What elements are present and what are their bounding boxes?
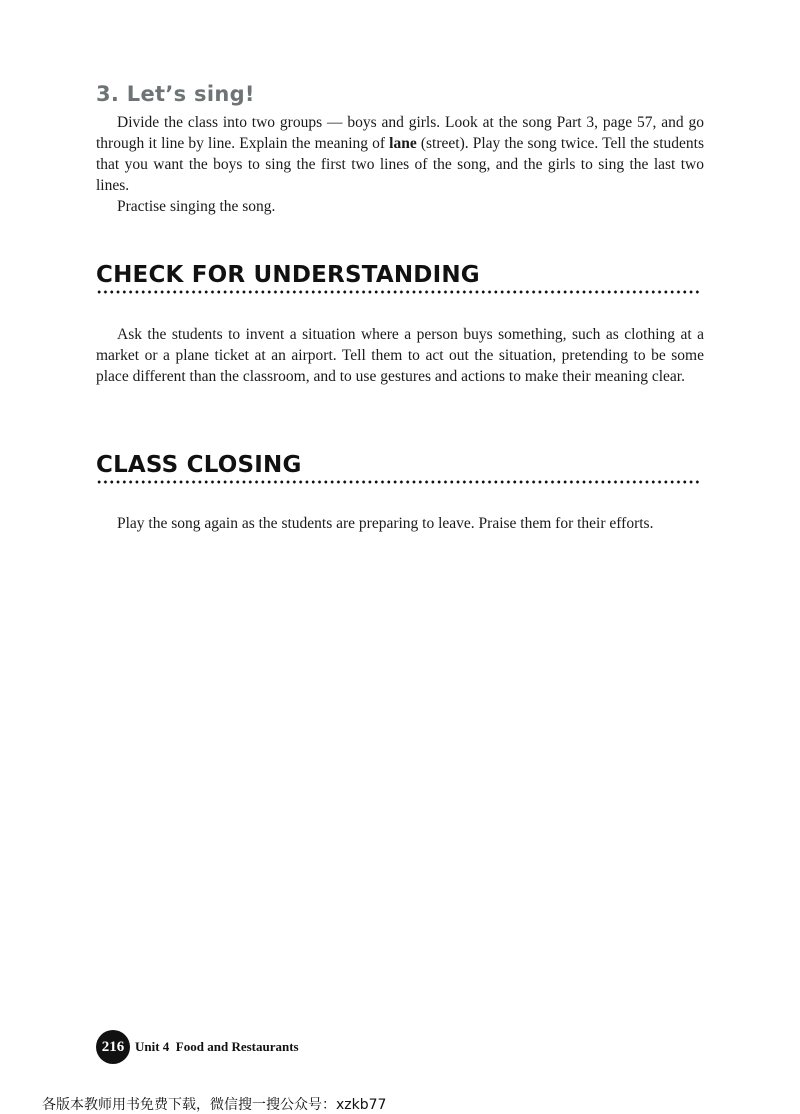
watermark-text: 各版本教师用书免费下载，微信搜一搜公众号：xzkb77 bbox=[42, 1097, 387, 1113]
lets-sing-title: 3. Let’s sing! bbox=[96, 82, 255, 106]
class-closing-heading-block bbox=[96, 452, 700, 485]
lets-sing-paragraph-1 bbox=[96, 112, 704, 196]
lets-sing-text-before: Divide the class into two groups — boys and girls. Look at the song Part 3, page 57, and go through it line by line. Explain the meaning of bbox=[96, 114, 704, 152]
unit-label: Unit 4 Food and Restaurants bbox=[135, 1039, 299, 1054]
lets-sing-bold-word: lane bbox=[389, 135, 417, 152]
check-understanding-heading-block bbox=[96, 262, 700, 295]
class-closing-body-block bbox=[96, 513, 704, 534]
dotted-rule bbox=[96, 289, 700, 295]
check-understanding-paragraph: Ask the students to invent a situation where a person buys something, such as clothing at a market or a plane ticket at an airport. Tell them to act out the situation, pretending to be some place different than the classroom, and to use gestures and actions to make their meaning clear. bbox=[96, 326, 704, 385]
page-number-badge: 216 bbox=[96, 1030, 130, 1064]
class-closing-paragraph: Play the song again as the students are preparing to leave. Praise them for their efforts. bbox=[117, 515, 654, 532]
check-understanding-body-block bbox=[96, 324, 704, 387]
class-closing-heading: CLASS CLOSING bbox=[96, 452, 302, 478]
lets-sing-text-after: (street). Play the song twice. Tell the students that you want the boys to sing the first two lines of the song, and the girls to sing the last two lines. bbox=[96, 135, 704, 194]
lets-sing-paragraph-2: Practise singing the song. bbox=[117, 198, 276, 215]
check-understanding-heading: CHECK FOR UNDERSTANDING bbox=[96, 262, 480, 288]
dotted-rule bbox=[96, 479, 700, 485]
page-footer bbox=[96, 1030, 299, 1064]
lets-sing-section bbox=[96, 82, 704, 217]
